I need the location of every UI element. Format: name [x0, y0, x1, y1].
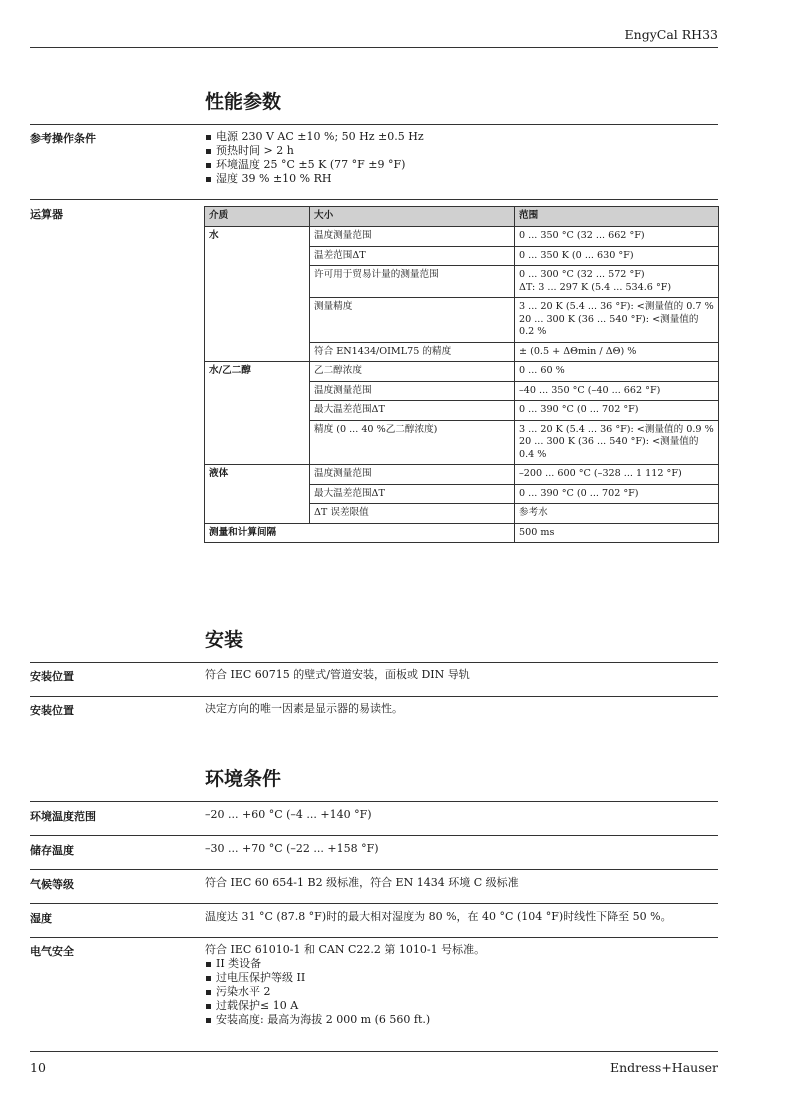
table-header-row: [205, 207, 719, 227]
value-orientation: 决定方向的唯一因素是显示器的易读性。: [205, 702, 403, 715]
value-electrical-safety: [205, 943, 718, 1027]
section-title-environment: 环境条件: [205, 768, 282, 790]
safety-intro: 符合 IEC 61010-1 和 CAN C22.2 第 1010-1 号标准。: [205, 943, 486, 956]
medium-cell-liquid: 液体: [205, 465, 310, 524]
label-mounting-location: 安装位置: [30, 670, 74, 683]
table-cell: 0 ... 350 °C (32 ... 662 °F): [515, 227, 719, 247]
row-rule: [30, 199, 718, 200]
table-cell: 测量精度: [310, 298, 515, 343]
table-cell: 0 ... 390 °C (0 ... 702 °F): [515, 401, 719, 421]
cell-line: 0 ... 300 °C (32 ... 572 °F): [519, 269, 645, 280]
table-header-cell: 范围: [515, 207, 719, 227]
cell-line: 20 ... 300 K (36 ... 540 °F): <测量值的: [519, 436, 699, 447]
label-climate-class: 气候等级: [30, 878, 74, 891]
list-item: 电源 230 V AC ±10 %; 50 Hz ±0.5 Hz: [205, 130, 718, 144]
section-title-performance: 性能参数: [205, 91, 282, 113]
list-item: 环境温度 25 °C ±5 K (77 °F ±9 °F): [205, 158, 718, 172]
list-item: 污染水平 2: [205, 985, 718, 999]
medium-cell-glycol: 水/乙二醇: [205, 362, 310, 465]
list-item: 过电压保护等级 II: [205, 971, 718, 985]
table-cell: [515, 298, 719, 343]
table-cell: 许可用于贸易计量的测量范围: [310, 266, 515, 298]
list-item: 过载保护≤ 10 A: [205, 999, 718, 1013]
label-storage-temperature: 储存温度: [30, 844, 74, 857]
table-row: [205, 227, 719, 247]
row-rule: [30, 903, 718, 904]
page-number: 10: [30, 1060, 46, 1075]
list-item: 湿度 39 % ±10 % RH: [205, 172, 718, 186]
table-cell: 温度测量范围: [310, 227, 515, 247]
table-row: [205, 523, 719, 543]
header-product: EngyCal RH33: [624, 27, 718, 42]
cell-line: 20 ... 300 K (36 ... 540 °F): <测量值的: [519, 313, 699, 325]
table-cell: ΔT 误差限值: [310, 504, 515, 524]
value-humidity: 温度达 31 °C (87.8 °F)时的最大相对湿度为 80 %，在 40 °C (104 °F)时线性下降至 50 %。: [205, 910, 672, 923]
table-cell: 0 ... 350 K (0 ... 630 °F): [515, 246, 719, 266]
performance-table: [204, 206, 719, 543]
value-ambient-temperature: –20 ... +60 °C (–4 ... +140 °F): [205, 808, 372, 821]
label-reference-conditions: 参考操作条件: [30, 132, 96, 145]
table-row: [205, 362, 719, 382]
label-calculator: 运算器: [30, 208, 63, 221]
table-cell: ± (0.5 + ΔΘmin / ΔΘ) %: [515, 342, 719, 362]
table-header-cell: 介质: [205, 207, 310, 227]
value-mounting-location: 符合 IEC 60715 的壁式/管道安装，面板或 DIN 导轨: [205, 668, 470, 681]
table-cell: [515, 266, 719, 298]
table-cell: 0 ... 390 °C (0 ... 702 °F): [515, 484, 719, 504]
value-storage-temperature: –30 ... +70 °C (–22 ... +158 °F): [205, 842, 379, 855]
cell-line: 3 ... 20 K (5.4 ... 36 °F): <测量值的 0.9 %: [519, 423, 714, 435]
table-cell: 500 ms: [515, 523, 719, 543]
table-cell: 温差范围ΔT: [310, 246, 515, 266]
row-rule: [30, 662, 718, 663]
reference-conditions-list: [205, 130, 718, 186]
header-rule: [30, 47, 718, 48]
label-humidity: 湿度: [30, 912, 52, 925]
table-cell: 温度测量范围: [310, 381, 515, 401]
cell-line: 0.4 %: [519, 448, 547, 460]
cell-line: ΔT: 3 ... 297 K (5.4 ... 534.6 °F): [519, 281, 672, 293]
cell-line: 0.2 %: [519, 326, 547, 337]
label-ambient-temperature: 环境温度范围: [30, 810, 96, 823]
row-rule: [30, 696, 718, 697]
table-cell: 0 ... 60 %: [515, 362, 719, 382]
footer-brand: Endress+Hauser: [609, 1060, 718, 1075]
list-item: 预热时间 > 2 h: [205, 144, 718, 158]
table-cell: 乙二醇浓度: [310, 362, 515, 382]
list-item: II 类设备: [205, 957, 718, 971]
row-rule: [30, 937, 718, 938]
list-item: 安装高度: 最高为海拔 2 000 m (6 560 ft.): [205, 1013, 718, 1027]
interval-label-cell: 测量和计算间隔: [205, 523, 515, 543]
footer-rule: [30, 1051, 718, 1052]
table-header-cell: 大小: [310, 207, 515, 227]
section-title-installation: 安装: [205, 629, 244, 651]
row-rule: [30, 835, 718, 836]
table-cell: [515, 420, 719, 465]
table-row: [205, 465, 719, 485]
table-cell: 温度测量范围: [310, 465, 515, 485]
table-cell: 参考水: [515, 504, 719, 524]
table-cell: –40 ... 350 °C (–40 ... 662 °F): [515, 381, 719, 401]
label-electrical-safety: 电气安全: [30, 945, 74, 958]
table-cell: –200 ... 600 °C (–328 ... 1 112 °F): [515, 465, 719, 485]
value-climate-class: 符合 IEC 60 654-1 B2 级标准，符合 EN 1434 环境 C 级标准: [205, 876, 519, 889]
row-rule: [30, 801, 718, 802]
table-cell: 符合 EN1434/OIML75 的精度: [310, 342, 515, 362]
row-rule: [30, 124, 718, 125]
cell-line: 3 ... 20 K (5.4 ... 36 °F): <测量值的 0.7 %: [519, 301, 714, 312]
medium-cell-water: 水: [205, 227, 310, 362]
row-rule: [30, 869, 718, 870]
table-cell: 最大温差范围ΔT: [310, 401, 515, 421]
table-cell: 精度 (0 ... 40 %乙二醇浓度): [310, 420, 515, 465]
label-orientation: 安装位置: [30, 704, 74, 717]
table-cell: 最大温差范围ΔT: [310, 484, 515, 504]
